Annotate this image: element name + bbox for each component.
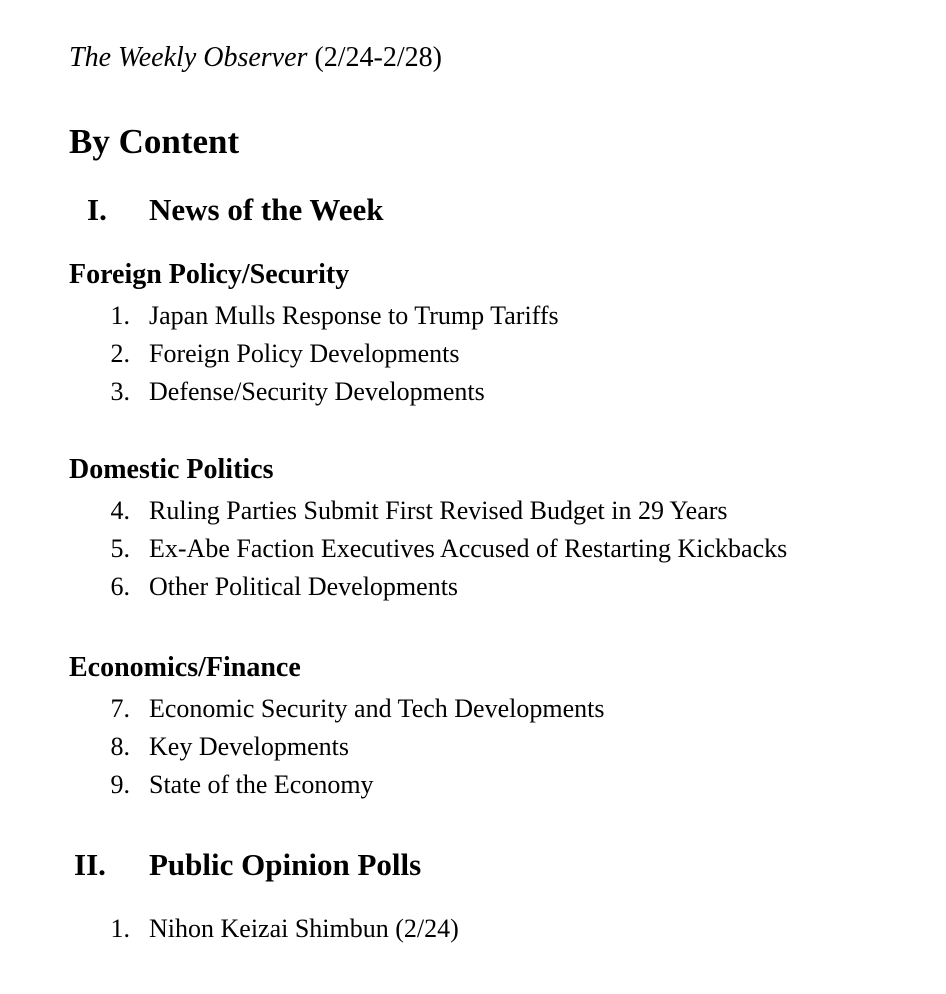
date-range: (2/24-2/28): [314, 42, 442, 73]
list-item: Economic Security and Tech Developments: [149, 694, 605, 723]
list-item: State of the Economy: [149, 770, 374, 799]
list-item-number: 6.: [110, 572, 130, 601]
list-item-number: 4.: [110, 496, 130, 525]
section-numeral: II.: [74, 847, 106, 882]
list-item: Ruling Parties Submit First Revised Budget in 29 Years: [149, 496, 728, 525]
list-item: Defense/Security Developments: [149, 377, 485, 406]
section-title: Public Opinion Polls: [149, 847, 422, 882]
document-title: [69, 38, 442, 78]
list-item: Foreign Policy Developments: [149, 339, 460, 368]
list-item-number: 2.: [110, 339, 130, 368]
category-heading: Domestic Politics: [69, 454, 274, 485]
category-heading: Foreign Policy/Security: [69, 259, 350, 290]
list-item-number: 1.: [110, 914, 130, 943]
list-item-number: 9.: [110, 770, 130, 799]
list-item-number: 8.: [110, 732, 130, 761]
list-item: Japan Mulls Response to Trump Tariffs: [149, 301, 559, 330]
list-item-number: 1.: [110, 301, 130, 330]
list-item-number: 5.: [110, 534, 130, 563]
list-item-number: 7.: [110, 694, 130, 723]
list-item: Other Political Developments: [149, 572, 459, 601]
section-numeral: I.: [87, 192, 107, 227]
list-item: Key Developments: [149, 732, 350, 761]
section-title: News of the Week: [149, 192, 384, 227]
list-item: Nihon Keizai Shimbun (2/24): [149, 914, 459, 943]
page-heading: By Content: [69, 122, 240, 161]
list-item-number: 3.: [110, 377, 130, 406]
list-item: Ex-Abe Faction Executives Accused of Restarting Kickbacks: [149, 534, 788, 563]
category-heading: Economics/Finance: [69, 652, 301, 683]
publication-name: The Weekly Observer: [69, 42, 308, 73]
